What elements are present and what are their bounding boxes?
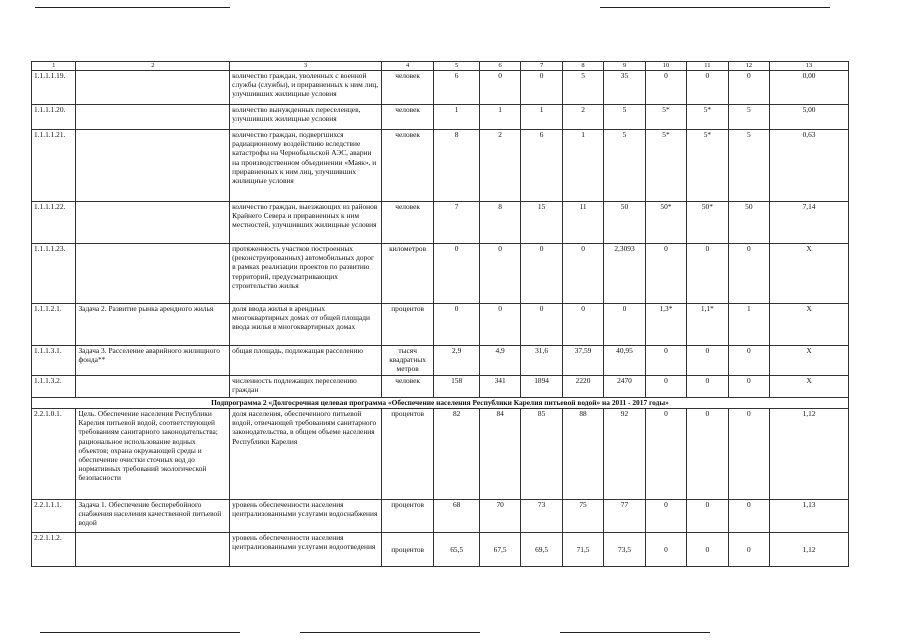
table-row [32,500,849,533]
value-cell: 0 [645,533,686,567]
value-cell: 70 [479,500,520,533]
value-cell: 1 [479,105,520,130]
table-row [32,105,849,130]
value-cell: 75 [562,500,603,533]
row-indicator: численность подлежащих переселению граждан [230,376,382,398]
column-number: 9 [604,62,645,71]
value-cell: 37,59 [562,346,603,376]
value-cell: 6 [521,130,562,202]
value-cell: 31,6 [521,346,562,376]
column-number: 7 [521,62,562,71]
value-cell: 0 [728,346,769,376]
value-cell: 4,9 [479,346,520,376]
value-cell: 5 [562,71,603,105]
value-cell: 0 [645,376,686,398]
row-code: 1.1.1.1.20. [32,105,76,130]
table-row [32,376,849,398]
row-indicator: количество вынужденных переселенцев, улучшивших жилищные условия [230,105,382,130]
value-cell: 2220 [562,376,603,398]
value-cell: Х [770,244,849,304]
value-cell: 0 [728,533,769,567]
value-cell: 0 [728,71,769,105]
value-cell: 2 [562,105,603,130]
value-cell: 0 [521,244,562,304]
indicators-table [31,61,849,567]
row-task: Цель. Обеспечение населения Республики Карелия питьевой водой, соответствующей требованиям санитарного законодательства; рациональное использование водных объектов; охрана окружающей среды и обеспечение очистки сточных вод до нормативных требований экологической безопасности [76,409,230,500]
value-cell: 0 [434,304,480,346]
value-cell: 71,5 [562,533,603,567]
row-unit: процентов [381,304,434,346]
value-cell: 1,12 [770,409,849,500]
row-unit: процентов [381,409,434,500]
column-number: 5 [434,62,480,71]
row-code: 1.1.1.1.21. [32,130,76,202]
value-cell: 0 [687,376,728,398]
row-code: 2.2.1.0.1. [32,409,76,500]
table-row [32,244,849,304]
column-number: 2 [76,62,230,71]
row-unit: километров [381,244,434,304]
value-cell: 1 [728,304,769,346]
row-task: Задача 2. Развитие рынка арендного жилья [76,304,230,346]
value-cell: 7,14 [770,202,849,244]
value-cell: 1,13 [770,500,849,533]
value-cell: 7 [434,202,480,244]
table-row [32,202,849,244]
row-indicator: доля населения, обеспеченного питьевой водой, отвечающей требованиям санитарного законодательства, в общем объеме населения Республики Карелия [230,409,382,500]
bottom-edge-line-mid [300,632,480,633]
value-cell: 67,5 [479,533,520,567]
value-cell: 6 [434,71,480,105]
value-cell: 84 [479,409,520,500]
column-number: 11 [687,62,728,71]
value-cell: 0 [728,409,769,500]
row-code: 1.1.1.1.23. [32,244,76,304]
top-edge-line-left [35,7,230,8]
value-cell: 0 [728,376,769,398]
value-cell: 0 [728,244,769,304]
value-cell: 15 [521,202,562,244]
value-cell: 5 [604,130,645,202]
value-cell: 50 [604,202,645,244]
row-task [76,533,230,567]
row-task: Задача 1. Обеспечение бесперебойного снабжения населения качественной питьевой водой [76,500,230,533]
row-indicator: протяженность участков построенных (реконструированных) автомобильных дорог в рамках реализации проектов по развитию территорий, предусматривающих строительство жилья [230,244,382,304]
column-number: 8 [562,62,603,71]
column-number: 13 [770,62,849,71]
table-row [32,71,849,105]
value-cell: 0 [687,244,728,304]
row-code: 1.1.1.1.19. [32,71,76,105]
value-cell: 73,5 [604,533,645,567]
column-number: 3 [230,62,382,71]
row-task: Задача 3. Расселение аварийного жилищного фонда** [76,346,230,376]
value-cell: Х [770,346,849,376]
value-cell: 0 [645,244,686,304]
value-cell: 1894 [521,376,562,398]
value-cell: 5* [645,130,686,202]
value-cell: 0,00 [770,71,849,105]
value-cell: 0 [687,500,728,533]
value-cell: 40,95 [604,346,645,376]
value-cell: 1,1* [687,304,728,346]
table-row [32,130,849,202]
row-unit: человек [381,376,434,398]
row-indicator: количество граждан, выезжающих из районов Крайнего Севера и приравненных к ним местностей, улучшивших жилищные условия [230,202,382,244]
value-cell: 68 [434,500,480,533]
value-cell: 158 [434,376,480,398]
value-cell: 85 [521,409,562,500]
value-cell: 2,9 [434,346,480,376]
table-row [32,533,849,567]
value-cell: 1,12 [770,533,849,567]
value-cell: 5* [645,105,686,130]
row-unit: человек [381,71,434,105]
row-unit: человек [381,202,434,244]
column-number: 1 [32,62,76,71]
value-cell: 92 [604,409,645,500]
row-task [76,376,230,398]
value-cell: 0 [645,346,686,376]
value-cell: 0 [687,346,728,376]
value-cell: 0 [645,409,686,500]
row-indicator: доля ввода жилья в арендных многоквартирных домах от общей площади ввода жилья в многоквартирных домах [230,304,382,346]
row-code: 2.2.1.1.2. [32,533,76,567]
row-task [76,105,230,130]
table-row [32,409,849,500]
subprogram-row [32,398,849,409]
row-unit: человек [381,130,434,202]
top-edge-line-right [600,7,830,8]
value-cell: 0 [562,304,603,346]
row-indicator: количество граждан, уволенных с военной службы (службы), и приравненных к ним лиц, улучшивших жилищные условия [230,71,382,105]
row-task [76,71,230,105]
row-task [76,130,230,202]
row-code: 1.1.1.3.1. [32,346,76,376]
value-cell: 0 [687,533,728,567]
row-task [76,202,230,244]
value-cell: Х [770,376,849,398]
value-cell: 2 [479,130,520,202]
row-unit: процентов [381,533,434,567]
row-code: 1.1.1.1.22. [32,202,76,244]
bottom-edge-line-left [40,632,240,633]
value-cell: 50* [687,202,728,244]
row-indicator: общая площадь, подлежащая расселению [230,346,382,376]
value-cell: 0 [479,71,520,105]
value-cell: 5* [687,105,728,130]
value-cell: 1,3* [645,304,686,346]
value-cell: 82 [434,409,480,500]
value-cell: 65,5 [434,533,480,567]
value-cell: 1 [562,130,603,202]
value-cell: 0 [687,71,728,105]
bottom-edge-line-right [560,632,710,633]
value-cell: 50 [728,202,769,244]
value-cell: 1 [521,105,562,130]
value-cell: 2470 [604,376,645,398]
row-code: 1.1.1.3.2. [32,376,76,398]
row-unit: тысяч квадратных метров [381,346,434,376]
value-cell: 8 [479,202,520,244]
value-cell: 0 [687,409,728,500]
value-cell: 0 [521,71,562,105]
value-cell: 35 [604,71,645,105]
value-cell: 0 [604,304,645,346]
value-cell: 50* [645,202,686,244]
row-indicator: уровень обеспеченности населения централизованными услугами водоотведения [230,533,382,567]
value-cell: 69,5 [521,533,562,567]
value-cell: 5 [604,105,645,130]
table-row [32,304,849,346]
value-cell: 5* [687,130,728,202]
row-unit: процентов [381,500,434,533]
row-code: 1.1.1.2.1. [32,304,76,346]
value-cell: 8 [434,130,480,202]
row-indicator: уровень обеспеченности населения централизованными услугами водоснабжения [230,500,382,533]
value-cell: 5,00 [770,105,849,130]
value-cell: 73 [521,500,562,533]
row-indicator: количество граждан, подвергшихся радиационному воздействию вследствие катастрофы на Чернобыльской АЭС, аварии на производственном объединении «Маяк», и приравненных к ним лиц, улучшивших жилищные условия [230,130,382,202]
value-cell: 11 [562,202,603,244]
value-cell: 88 [562,409,603,500]
value-cell: 0 [645,71,686,105]
value-cell: 1 [434,105,480,130]
value-cell: 5 [728,105,769,130]
column-number: 10 [645,62,686,71]
value-cell: 77 [604,500,645,533]
value-cell: 5 [728,130,769,202]
value-cell: 0 [562,244,603,304]
row-unit: человек [381,105,434,130]
value-cell: Х [770,304,849,346]
value-cell: 0 [479,304,520,346]
table-row [32,346,849,376]
value-cell: 0,63 [770,130,849,202]
value-cell: 0 [479,244,520,304]
value-cell: 0 [645,500,686,533]
value-cell: 0 [434,244,480,304]
column-number-row [32,62,849,71]
row-code: 2.2.1.1.1. [32,500,76,533]
value-cell: 2,3093 [604,244,645,304]
value-cell: 341 [479,376,520,398]
value-cell: 0 [521,304,562,346]
column-number: 12 [728,62,769,71]
row-task [76,244,230,304]
subprogram-title: Подпрограмма 2 «Долгосрочная целевая программа «Обеспечение населения Республики Карелия питьевой водой» на 2011 - 2017 годы» [32,398,849,409]
value-cell: 0 [728,500,769,533]
column-number: 4 [381,62,434,71]
column-number: 6 [479,62,520,71]
